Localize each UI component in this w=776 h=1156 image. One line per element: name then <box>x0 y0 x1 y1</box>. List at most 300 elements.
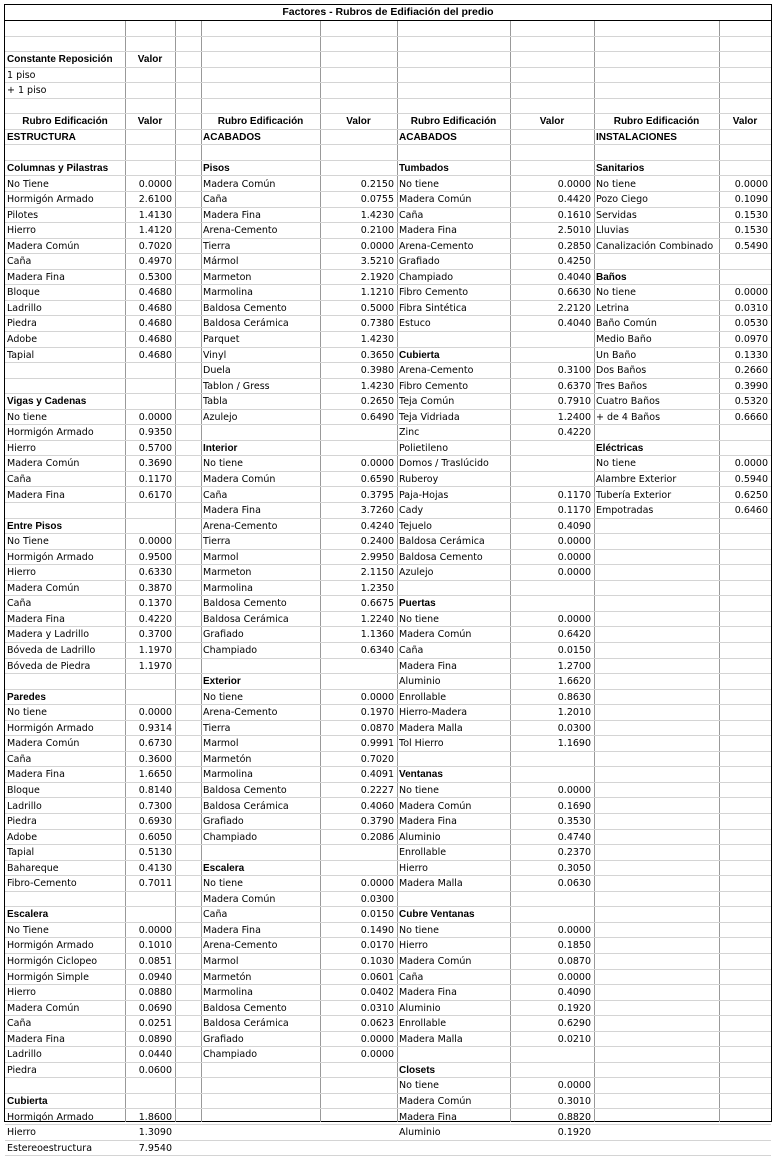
item-label: Marmetón <box>203 971 252 983</box>
constant-header-label: Constante Reposición <box>7 54 113 66</box>
section-title: Pisos <box>203 162 230 174</box>
item-value: 0.6050 <box>138 831 172 843</box>
item-label: Parquet <box>203 334 240 345</box>
constant-row-value <box>125 83 175 98</box>
item-value: 1.1360 <box>360 629 394 641</box>
item-label: Ladrillo <box>7 302 42 314</box>
item-value: 0.0530 <box>734 318 768 330</box>
rubro-header: Rubro Edificación <box>613 116 700 128</box>
item-label: Aluminio <box>399 831 441 843</box>
item-value: 1.1970 <box>138 660 172 672</box>
item-value: 2.6100 <box>138 194 172 206</box>
item-label: Madera y Ladrillo <box>7 629 90 641</box>
section-title: Entre Pisos <box>7 520 63 532</box>
item-value: 0.0000 <box>557 551 591 563</box>
item-value: 0.6730 <box>138 738 172 750</box>
item-label: Hormigón Simple <box>7 971 89 983</box>
item-label: Arena-Cemento <box>203 520 278 532</box>
item-label: No tiene <box>399 178 440 190</box>
item-label: Hierro <box>7 567 36 579</box>
section-title: Puertas <box>399 598 436 610</box>
item-value: 0.5300 <box>138 271 172 283</box>
item-label: Canalización Combinado <box>596 240 714 252</box>
item-label: Madera Malla <box>399 878 463 890</box>
item-value: 0.9314 <box>138 722 172 734</box>
item-label: Madera Fina <box>399 225 457 237</box>
item-label: Grafiado <box>203 816 244 828</box>
sheet-row <box>5 379 771 395</box>
item-label: Bloque <box>7 287 40 299</box>
item-label: Tierra <box>203 536 231 548</box>
sheet-row <box>5 301 771 317</box>
item-label: Madera Fina <box>399 1111 457 1123</box>
item-value: 0.4040 <box>557 271 591 283</box>
sheet-row <box>5 1016 771 1032</box>
item-label: Tapial <box>7 349 35 361</box>
item-value: 0.3100 <box>557 365 591 377</box>
item-label: Fibro-Cemento <box>7 878 77 890</box>
item-label: Cady <box>399 505 424 517</box>
sheet-row <box>5 363 771 379</box>
item-label: Pilotes <box>7 209 39 221</box>
sheet-row <box>5 830 771 846</box>
item-label: Arena-Cemento <box>203 225 278 237</box>
item-value: 0.5490 <box>734 240 768 252</box>
item-label: Caña <box>203 489 228 501</box>
item-value: 0.4240 <box>360 520 394 532</box>
sheet-row <box>5 503 771 519</box>
item-label: Dos Baños <box>596 365 647 377</box>
item-value: 0.6250 <box>734 489 768 501</box>
sheet-row <box>5 254 771 270</box>
section-title: Interior <box>203 442 238 454</box>
sheet-row <box>5 177 771 193</box>
section-title: Exterior <box>203 676 241 688</box>
item-value: 0.0440 <box>138 1049 172 1061</box>
sheet-row <box>5 627 771 643</box>
item-label: Marmetón <box>203 753 252 765</box>
sheet-row <box>5 223 771 239</box>
item-label: Azulejo <box>399 567 434 579</box>
item-label: Caña <box>7 473 32 485</box>
sheet-row <box>5 239 771 255</box>
item-label: Marmolina <box>203 769 253 781</box>
item-value: 3.7260 <box>360 505 394 517</box>
item-value: 0.0600 <box>138 1064 172 1076</box>
item-label: Enrollable <box>399 691 447 703</box>
item-value: 2.1920 <box>360 271 394 283</box>
item-value: 0.4220 <box>138 613 172 625</box>
item-value: 0.4060 <box>360 800 394 812</box>
item-label: Madera Común <box>399 194 472 206</box>
sheet-row <box>5 907 771 923</box>
item-label: Tapial <box>7 847 35 859</box>
item-label: Madera Común <box>7 738 80 750</box>
item-value: 1.4230 <box>360 380 394 392</box>
item-value: 1.4120 <box>138 225 172 237</box>
item-value: 1.2350 <box>360 582 394 594</box>
item-label <box>5 363 127 378</box>
item-value: 0.0000 <box>138 707 172 719</box>
item-label: No tiene <box>399 924 440 936</box>
item-label: Madera Común <box>399 800 472 812</box>
item-value: 0.1170 <box>138 473 172 485</box>
item-value: 0.0000 <box>360 1049 394 1061</box>
item-value: 0.1920 <box>557 1127 591 1139</box>
item-value: 0.1030 <box>360 956 394 967</box>
item-label: Domos / Traslúcido <box>399 458 489 470</box>
sheet-row <box>5 37 771 53</box>
item-value: 1.1690 <box>557 738 591 750</box>
sheet-row <box>5 145 771 161</box>
item-label: Hierro <box>7 225 36 237</box>
item-value: 0.0000 <box>734 178 768 190</box>
section-title: Tumbados <box>399 162 449 174</box>
sheet-row <box>5 534 771 550</box>
item-value: 0.0851 <box>138 956 172 967</box>
item-label: No Tiene <box>7 536 49 548</box>
item-label: Arena-Cemento <box>399 240 474 252</box>
item-value: 0.0890 <box>138 1033 172 1045</box>
sheet-row <box>5 970 771 986</box>
item-value: 0.1970 <box>360 707 394 719</box>
item-label: Madera Común <box>203 473 276 485</box>
item-value: 0.0150 <box>360 909 394 921</box>
item-value: 0.6660 <box>734 411 768 423</box>
item-value: 0.7380 <box>360 318 394 330</box>
item-value: 0.0000 <box>557 924 591 936</box>
item-value: 0.6490 <box>360 411 394 423</box>
item-label: Adobe <box>7 831 38 843</box>
item-value: 0.4970 <box>138 256 172 268</box>
sheet-row <box>5 659 771 675</box>
sheet-row <box>5 985 771 1001</box>
item-label: Alambre Exterior <box>596 473 677 485</box>
item-value: 0.0150 <box>557 645 591 656</box>
sheet-row <box>5 596 771 612</box>
item-value: 0.1530 <box>734 209 768 221</box>
section-title: Escalera <box>7 909 49 921</box>
sheet-row <box>5 1001 771 1017</box>
item-value: 0.3795 <box>360 489 394 501</box>
sheet-row <box>5 674 771 690</box>
item-value: 0.0000 <box>360 691 394 703</box>
item-value: 0.2650 <box>360 396 394 408</box>
item-label: Hierro <box>7 1127 36 1139</box>
sheet-row <box>5 923 771 939</box>
item-value: 0.0300 <box>557 722 591 734</box>
item-value: 0.3870 <box>138 582 172 594</box>
item-value: 0.2370 <box>557 847 591 859</box>
item-value: 0.7910 <box>557 396 591 408</box>
item-value: 0.1170 <box>557 505 591 517</box>
category-title: ACABADOS <box>203 131 261 143</box>
spreadsheet-sheet <box>4 4 772 1154</box>
category-title: ACABADOS <box>399 131 457 143</box>
item-label: Marmol <box>203 956 239 967</box>
item-label: No Tiene <box>7 924 49 936</box>
item-value: 0.4680 <box>138 287 172 299</box>
item-value: 0.0000 <box>360 240 394 252</box>
item-label: + de 4 Baños <box>596 411 661 423</box>
item-label: Champiado <box>399 271 454 283</box>
item-value: 0.0000 <box>557 1080 591 1092</box>
item-value: 0.0000 <box>557 567 591 579</box>
item-label: Hierro <box>7 987 36 999</box>
sheet-row <box>5 348 771 364</box>
item-value: 0.4091 <box>360 769 394 781</box>
item-value: 1.2700 <box>557 660 591 672</box>
item-label: Madera Fina <box>203 209 261 221</box>
item-label: No tiene <box>7 411 48 423</box>
sheet-row <box>5 861 771 877</box>
sheet-row <box>5 1032 771 1048</box>
item-value: 1.2400 <box>557 411 591 423</box>
item-label: No tiene <box>203 878 244 890</box>
item-label: Piedra <box>7 1064 37 1076</box>
item-value: 0.4220 <box>557 427 591 439</box>
item-label: Tierra <box>203 722 231 734</box>
item-label: Bóveda de Ladrillo <box>7 645 96 656</box>
item-value: 0.0000 <box>138 178 172 190</box>
item-value: 0.0000 <box>557 971 591 983</box>
item-label: Estereoestructura <box>7 1142 93 1154</box>
item-value: 0.0000 <box>138 536 172 548</box>
sheet-row <box>5 52 771 68</box>
item-label: No Tiene <box>7 178 49 190</box>
item-value <box>510 456 594 471</box>
item-value: 0.1850 <box>557 940 591 952</box>
item-value: 0.2400 <box>360 536 394 548</box>
item-value: 2.5010 <box>557 225 591 237</box>
item-label: Ladrillo <box>7 800 42 812</box>
item-label: Tol Hierro <box>399 738 444 750</box>
item-label: Pozo Ciego <box>596 194 648 206</box>
item-value: 1.3090 <box>138 1127 172 1139</box>
item-value: 0.0755 <box>360 194 394 206</box>
section-title: Sanitarios <box>596 162 645 174</box>
sheet-row <box>5 161 771 177</box>
item-value: 0.1370 <box>138 598 172 610</box>
item-value: 7.9540 <box>138 1142 172 1154</box>
item-label: Baldosa Cerámica <box>203 318 289 330</box>
sheet-row <box>5 938 771 954</box>
item-value: 0.0000 <box>557 178 591 190</box>
item-label: Caña <box>7 256 32 268</box>
item-value: 0.0000 <box>360 1033 394 1045</box>
item-label: No tiene <box>596 287 637 299</box>
section-title: Cubierta <box>7 1095 48 1107</box>
constant-row-label: + 1 piso <box>7 85 47 97</box>
factors-grid <box>5 21 771 1154</box>
item-label: Hormigón Armado <box>7 940 94 952</box>
item-label: Baldosa Cerámica <box>203 800 289 812</box>
item-label: Baldosa Cemento <box>399 551 483 563</box>
sheet-row <box>5 394 771 410</box>
valor-header: Valor <box>539 116 565 128</box>
item-label: Hierro-Madera <box>399 707 468 719</box>
item-label: Vinyl <box>203 349 227 361</box>
item-value: 0.4130 <box>138 862 172 874</box>
item-value: 0.1610 <box>557 209 591 221</box>
item-label: Baldosa Cemento <box>203 598 287 610</box>
rubro-header: Rubro Edificación <box>22 116 108 128</box>
item-value: 0.8820 <box>557 1111 591 1123</box>
sheet-row <box>5 68 771 84</box>
item-value: 0.5130 <box>138 847 172 859</box>
item-label: Madera Fina <box>7 769 65 781</box>
item-value: 0.7011 <box>138 878 172 890</box>
sheet-row <box>5 814 771 830</box>
sheet-row <box>5 767 771 783</box>
item-value: 0.9991 <box>360 738 394 750</box>
item-value: 0.5940 <box>734 473 768 485</box>
item-label: Servidas <box>596 209 637 221</box>
item-label: Piedra <box>7 318 37 330</box>
item-label: No tiene <box>399 613 440 625</box>
section-title: Paredes <box>7 691 46 703</box>
item-value: 0.0000 <box>360 458 394 470</box>
item-label: Hierro <box>399 862 428 874</box>
item-label: Caña <box>399 209 424 221</box>
item-label: Enrollable <box>399 847 447 859</box>
valor-header: Valor <box>346 116 371 128</box>
item-value: 0.3010 <box>557 1095 591 1107</box>
item-label: Un Baño <box>596 349 637 361</box>
item-value: 0.0300 <box>360 893 394 905</box>
item-label: Tablon / Gress <box>203 380 270 392</box>
item-label: Caña <box>399 645 424 656</box>
item-label: Tubería Exterior <box>596 489 672 501</box>
item-label: Teja Común <box>399 396 455 408</box>
item-label: Champiado <box>203 831 258 843</box>
item-value <box>125 363 175 378</box>
item-label: Madera Común <box>399 1095 472 1107</box>
item-value: 0.0000 <box>557 536 591 548</box>
item-label: Madera Común <box>203 893 276 905</box>
sheet-row <box>5 472 771 488</box>
rubro-header: Rubro Edificación <box>217 116 304 128</box>
item-label: Zinc <box>399 427 420 439</box>
item-value: 0.0170 <box>360 940 394 952</box>
constant-row-label: 1 piso <box>7 69 36 81</box>
item-value: 0.0940 <box>138 971 172 983</box>
item-value: 0.7300 <box>138 800 172 812</box>
item-value: 0.4680 <box>138 334 172 345</box>
item-value: 0.2150 <box>360 178 394 190</box>
item-label: Empotradas <box>596 505 654 517</box>
item-value: 0.0251 <box>138 1018 172 1030</box>
item-label: Aluminio <box>399 1127 441 1139</box>
item-value: 0.2100 <box>360 225 394 237</box>
item-value: 1.2010 <box>557 707 591 719</box>
item-value: 0.6290 <box>557 1018 591 1030</box>
item-label: Medio Baño <box>596 334 652 345</box>
item-value: 0.3790 <box>360 816 394 828</box>
item-value: 0.4420 <box>557 194 591 206</box>
sheet-row <box>5 1063 771 1079</box>
item-label: Grafiado <box>203 1033 244 1045</box>
sheet-row <box>5 1141 771 1156</box>
sheet-row <box>5 488 771 504</box>
item-label: Hormigón Ciclopeo <box>7 956 98 967</box>
sheet-row <box>5 954 771 970</box>
item-value: 0.5000 <box>360 302 394 314</box>
sheet-row <box>5 192 771 208</box>
item-value: 0.6420 <box>557 629 591 641</box>
item-label: Bloque <box>7 784 40 796</box>
item-value: 0.0870 <box>360 722 394 734</box>
item-label: Hormigón Armado <box>7 722 94 734</box>
item-label: Marmol <box>203 738 239 750</box>
item-value: 0.3530 <box>557 816 591 828</box>
item-label: Fibro Cemento <box>399 380 469 392</box>
item-value <box>510 441 594 456</box>
item-value: 0.4680 <box>138 318 172 330</box>
item-label: Champiado <box>203 645 258 656</box>
item-label: Marmolina <box>203 987 253 999</box>
item-value: 0.8140 <box>138 784 172 796</box>
item-value: 0.0623 <box>360 1018 394 1030</box>
item-label: Madera Fina <box>7 1033 65 1045</box>
item-value: 0.6630 <box>557 287 591 299</box>
item-label: Aluminio <box>399 1002 441 1014</box>
sheet-row <box>5 441 771 457</box>
item-label: Madera Fina <box>399 816 457 828</box>
item-label: Bahareque <box>7 862 59 874</box>
section-title: Columnas y Pilastras <box>7 162 109 174</box>
item-value: 1.2240 <box>360 613 394 625</box>
constant-header-value: Valor <box>137 54 163 66</box>
item-value: 0.6330 <box>138 567 172 579</box>
item-label: Hierro <box>7 442 36 454</box>
item-value: 0.0000 <box>138 411 172 423</box>
item-value: 0.2086 <box>360 831 394 843</box>
section-title: Vigas y Cadenas <box>7 396 87 408</box>
item-value: 0.1490 <box>360 924 394 936</box>
item-label: No tiene <box>399 1080 440 1092</box>
item-value: 0.6370 <box>557 380 591 392</box>
item-value: 2.9950 <box>360 551 394 563</box>
item-label: Letrina <box>596 302 630 314</box>
item-label: Madera Fina <box>7 271 65 283</box>
item-label: Ruberoy <box>399 473 439 485</box>
item-label: Tierra <box>203 240 231 252</box>
sheet-row <box>5 1094 771 1110</box>
sheet-row <box>5 721 771 737</box>
item-value: 0.4250 <box>557 256 591 268</box>
item-label: Tejuelo <box>399 520 432 532</box>
item-label: Hormigón Armado <box>7 551 94 563</box>
item-label: Caña <box>7 753 32 765</box>
item-label: Marmolina <box>203 287 253 299</box>
item-label: Madera Malla <box>399 1033 463 1045</box>
item-label: Hormigón Armado <box>7 427 94 439</box>
item-value: 2.2120 <box>557 302 591 314</box>
item-value: 0.3650 <box>360 349 394 361</box>
item-label: Madera Malla <box>399 722 463 734</box>
section-title: Cubre Ventanas <box>399 909 475 921</box>
item-value: 0.3990 <box>734 380 768 392</box>
item-value: 0.0210 <box>557 1033 591 1045</box>
item-label: Lluvias <box>596 225 629 237</box>
sheet-row <box>5 425 771 441</box>
item-label: Piedra <box>7 816 37 828</box>
item-value: 1.4230 <box>360 209 394 221</box>
item-value: 0.0690 <box>138 1002 172 1014</box>
sheet-row <box>5 1047 771 1063</box>
item-value: 1.1210 <box>360 287 394 299</box>
